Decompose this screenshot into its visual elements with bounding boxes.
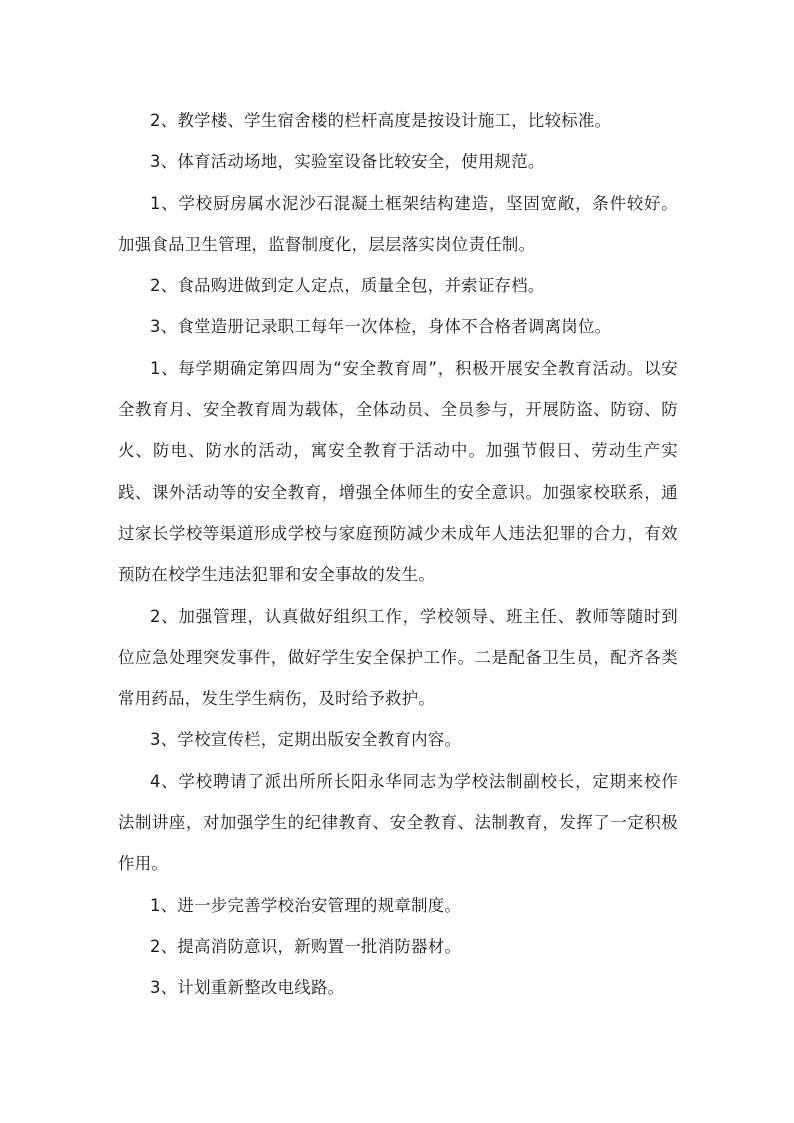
paragraph-railing-height: 2、教学楼、学生宿舍楼的栏杆高度是按设计施工，比较标准。 bbox=[150, 111, 612, 130]
paragraph-safety-education-week: 1、每学期确定第四周为“安全教育周”，积极开展安全教育活动。以安全教育月、安全教育周为载体，全体动员、全员参与，开展防盗、防窃、防火、防电、防水的活动，寓安全教育于活动中。加强节假日、劳动生产实践、课外活动等的安全教育，增强全体师生的安全意识。加强家校联系，通过家长学校等渠道形成学校与家庭预防减少未成年人违法犯罪的合力，有效预防在校学生违法犯罪和安全事故的发生。 bbox=[118, 358, 678, 585]
paragraph-staff-health-check: 3、食堂造册记录职工每年一次体检，身体不合格者调离岗位。 bbox=[150, 317, 612, 337]
paragraph-sports-lab-safety: 3、体育活动场地，实验室设备比较安全，使用规范。 bbox=[150, 152, 545, 172]
paragraph-wiring-plan: 3、计划重新整改电线路。 bbox=[150, 978, 345, 998]
paragraph-security-rules: 1、进一步完善学校治安管理的规章制度。 bbox=[150, 895, 462, 915]
paragraph-kitchen-structure: 1、学校厨房属水泥沙石混凝土框架结构建造，坚固宽敞，条件较好。加强食品卫生管理，监督制度化，层层落实岗位责任制。 bbox=[118, 193, 678, 254]
paragraph-food-purchase: 2、食品购进做到定人定点，质量全包，并索证存档。 bbox=[150, 276, 545, 296]
paragraph-bulletin-board: 3、学校宣传栏，定期出版安全教育内容。 bbox=[150, 730, 462, 750]
paragraph-legal-vice-principal: 4、学校聘请了派出所所长阳永华同志为学校法制副校长，定期来校作法制讲座，对加强学生的纪律教育、安全教育、法制教育，发挥了一定积极作用。 bbox=[118, 771, 678, 874]
paragraph-management-emergency: 2、加强管理，认真做好组织工作，学校领导、班主任、教师等随时到位应急处理突发事件，做好学生安全保护工作。二是配备卫生员，配齐各类常用药品，发生学生病伤，及时给予救护。 bbox=[118, 606, 678, 709]
document-body bbox=[118, 100, 678, 1009]
paragraph-fire-equipment: 2、提高消防意识，新购置一批消防器材。 bbox=[150, 936, 462, 956]
